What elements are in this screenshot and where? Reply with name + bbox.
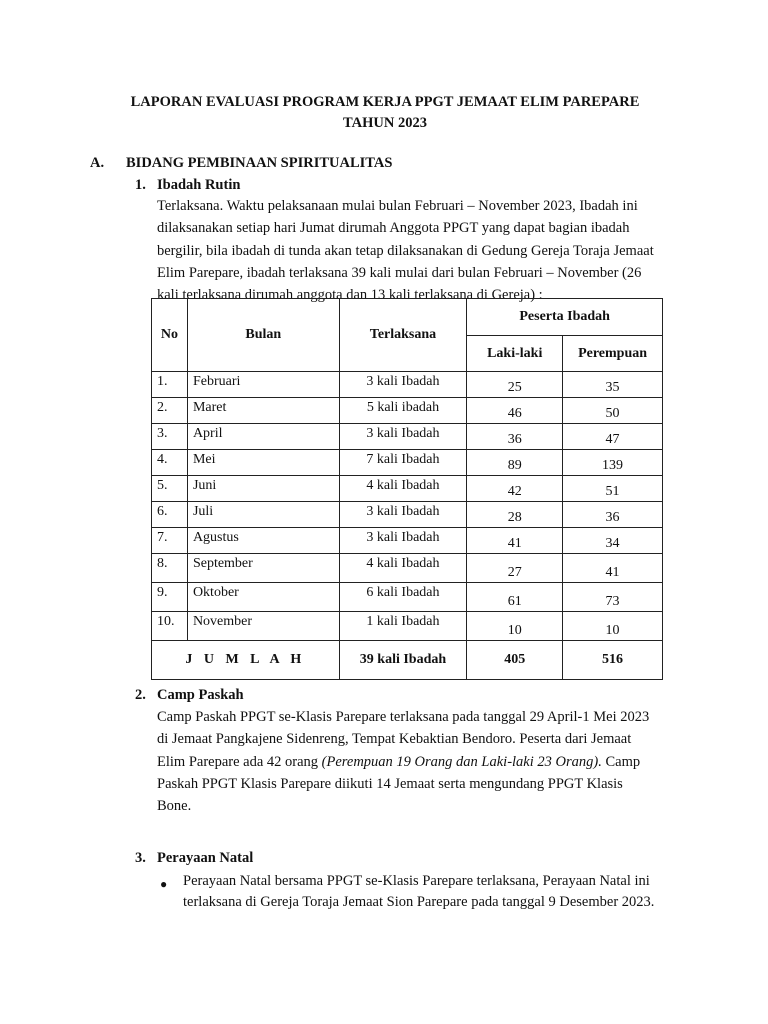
cell-laki: 89	[467, 450, 563, 476]
table-row	[152, 528, 663, 554]
paragraph-line: Camp Paskah PPGT se-Klasis Parepare terlaksana pada tanggal 29 April-1 Mei 2023	[157, 709, 650, 725]
table-row	[152, 612, 663, 641]
cell-no: 3.	[152, 424, 188, 450]
cell-bulan: September	[187, 554, 339, 583]
cell-bulan: Oktober	[187, 583, 339, 612]
table-row	[152, 502, 663, 528]
subsection-title: Ibadah Rutin	[157, 177, 241, 193]
cell-bulan: Februari	[187, 372, 339, 398]
cell-no: 4.	[152, 450, 188, 476]
cell-laki: 10	[467, 612, 563, 641]
paragraph-line: kali terlaksana dirumah anggota dan 13 kali terlaksana di Gereja) :	[157, 287, 543, 304]
ibadah-rutin-paragraph	[157, 195, 677, 306]
bullet-line: terlaksana di Gereja Toraja Jemaat Sion Parepare pada tanggal 9 Desember 2023.	[183, 894, 655, 910]
cell-terlaksana: 4 kali Ibadah	[339, 476, 467, 502]
table-row	[152, 424, 663, 450]
cell-no: 9.	[152, 583, 188, 612]
table-row	[152, 476, 663, 502]
cell-terlaksana: 4 kali Ibadah	[339, 554, 467, 583]
cell-laki: 41	[467, 528, 563, 554]
cell-bulan: November	[187, 612, 339, 641]
cell-perempuan: 50	[563, 398, 663, 424]
total-label: J U M L A H	[152, 641, 340, 680]
paragraph-line: Bone.	[157, 798, 192, 815]
total-laki: 405	[467, 641, 563, 680]
cell-no: 10.	[152, 612, 188, 641]
subsection-number: 3.	[135, 850, 146, 866]
cell-laki: 42	[467, 476, 563, 502]
paragraph-line: dilaksanakan setiap hari Jumat dirumah Anggota PPGT yang dapat bagian ibadah	[157, 220, 630, 237]
cell-terlaksana: 1 kali Ibadah	[339, 612, 467, 641]
cell-bulan: Juli	[187, 502, 339, 528]
cell-perempuan: 10	[563, 612, 663, 641]
table-row	[152, 583, 663, 612]
cell-perempuan: 34	[563, 528, 663, 554]
cell-bulan: April	[187, 424, 339, 450]
paragraph-line	[157, 751, 677, 773]
cell-terlaksana: 5 kali ibadah	[339, 398, 467, 424]
subsection-number: 2.	[135, 687, 146, 703]
table-row	[152, 372, 663, 398]
cell-no: 7.	[152, 528, 188, 554]
cell-terlaksana: 6 kali Ibadah	[339, 583, 467, 612]
total-perempuan: 516	[563, 641, 663, 680]
camp-paskah-paragraph	[157, 706, 677, 817]
cell-bulan: Mei	[187, 450, 339, 476]
cell-bulan: Maret	[187, 398, 339, 424]
cell-terlaksana: 7 kali Ibadah	[339, 450, 467, 476]
paragraph-line: di Jemaat Pangkajene Sidenreng, Tempat Kebaktian Bendoro. Peserta dari Jemaat	[157, 731, 632, 748]
header-laki-laki: Laki-laki	[467, 336, 563, 372]
cell-laki: 25	[467, 372, 563, 398]
cell-no: 8.	[152, 554, 188, 583]
cell-no: 5.	[152, 476, 188, 502]
cell-no: 2.	[152, 398, 188, 424]
subsection-perayaan-natal-heading	[135, 850, 253, 867]
cell-laki: 27	[467, 554, 563, 583]
bullet-icon: ●	[160, 877, 168, 891]
subsection-camp-paskah-heading	[135, 687, 244, 704]
table-row	[152, 554, 663, 583]
subsection-title: Camp Paskah	[157, 687, 244, 703]
section-a-heading	[90, 155, 392, 172]
table-row	[152, 398, 663, 424]
paragraph-italic-text: (Perempuan 19 Orang dan Laki-laki 23 Orang).	[321, 753, 602, 770]
header-peserta-ibadah: Peserta Ibadah	[467, 299, 663, 336]
cell-terlaksana: 3 kali Ibadah	[339, 502, 467, 528]
cell-laki: 46	[467, 398, 563, 424]
cell-perempuan: 139	[563, 450, 663, 476]
cell-bulan: Agustus	[187, 528, 339, 554]
cell-laki: 36	[467, 424, 563, 450]
subsection-title: Perayaan Natal	[157, 850, 254, 866]
bullet-line: Perayaan Natal bersama PPGT se-Klasis Parepare terlaksana, Perayaan Natal ini	[183, 873, 650, 889]
cell-perempuan: 73	[563, 583, 663, 612]
cell-perempuan: 35	[563, 372, 663, 398]
header-terlaksana: Terlaksana	[339, 299, 467, 372]
paragraph-text: Elim Parepare ada 42 orang	[157, 753, 322, 770]
table-row	[152, 450, 663, 476]
total-terlaksana: 39 kali Ibadah	[339, 641, 467, 680]
cell-perempuan: 41	[563, 554, 663, 583]
header-bulan: Bulan	[187, 299, 339, 372]
report-title: LAPORAN EVALUASI PROGRAM KERJA PPGT JEMAAT ELIM PAREPARE	[130, 94, 640, 110]
cell-no: 6.	[152, 502, 188, 528]
cell-terlaksana: 3 kali Ibadah	[339, 528, 467, 554]
cell-bulan: Juni	[187, 476, 339, 502]
subsection-number: 1.	[135, 177, 146, 193]
cell-terlaksana: 3 kali Ibadah	[339, 424, 467, 450]
table-total-row	[152, 641, 663, 680]
cell-terlaksana: 3 kali Ibadah	[339, 372, 467, 398]
subsection-ibadah-rutin-heading	[135, 177, 240, 194]
cell-perempuan: 51	[563, 476, 663, 502]
paragraph-line: bergilir, bila ibadah di tunda akan tetap dilaksanakan di Gedung Gereja Toraja Jemaat	[157, 242, 654, 259]
ibadah-table	[151, 298, 663, 680]
header-no: No	[152, 299, 188, 372]
cell-perempuan: 47	[563, 424, 663, 450]
paragraph-line: Terlaksana. Waktu pelaksanaan mulai bulan Februari – November 2023, Ibadah ini	[157, 198, 638, 214]
paragraph-line: Elim Parepare, ibadah terlaksana 39 kali mulai dari bulan Februari – November (26	[157, 264, 642, 281]
perayaan-natal-bullet-text	[183, 871, 683, 913]
paragraph-line: Paskah PPGT Klasis Parepare diikuti 14 Jemaat serta mengundang PPGT Klasis	[157, 775, 623, 792]
paragraph-text: Camp	[601, 753, 641, 770]
header-perempuan: Perempuan	[563, 336, 663, 372]
cell-perempuan: 36	[563, 502, 663, 528]
report-year: TAHUN 2023	[343, 115, 427, 131]
cell-laki: 61	[467, 583, 563, 612]
section-letter: A.	[90, 155, 105, 171]
cell-no: 1.	[152, 372, 188, 398]
section-title: BIDANG PEMBINAAN SPIRITUALITAS	[126, 155, 393, 171]
cell-laki: 28	[467, 502, 563, 528]
